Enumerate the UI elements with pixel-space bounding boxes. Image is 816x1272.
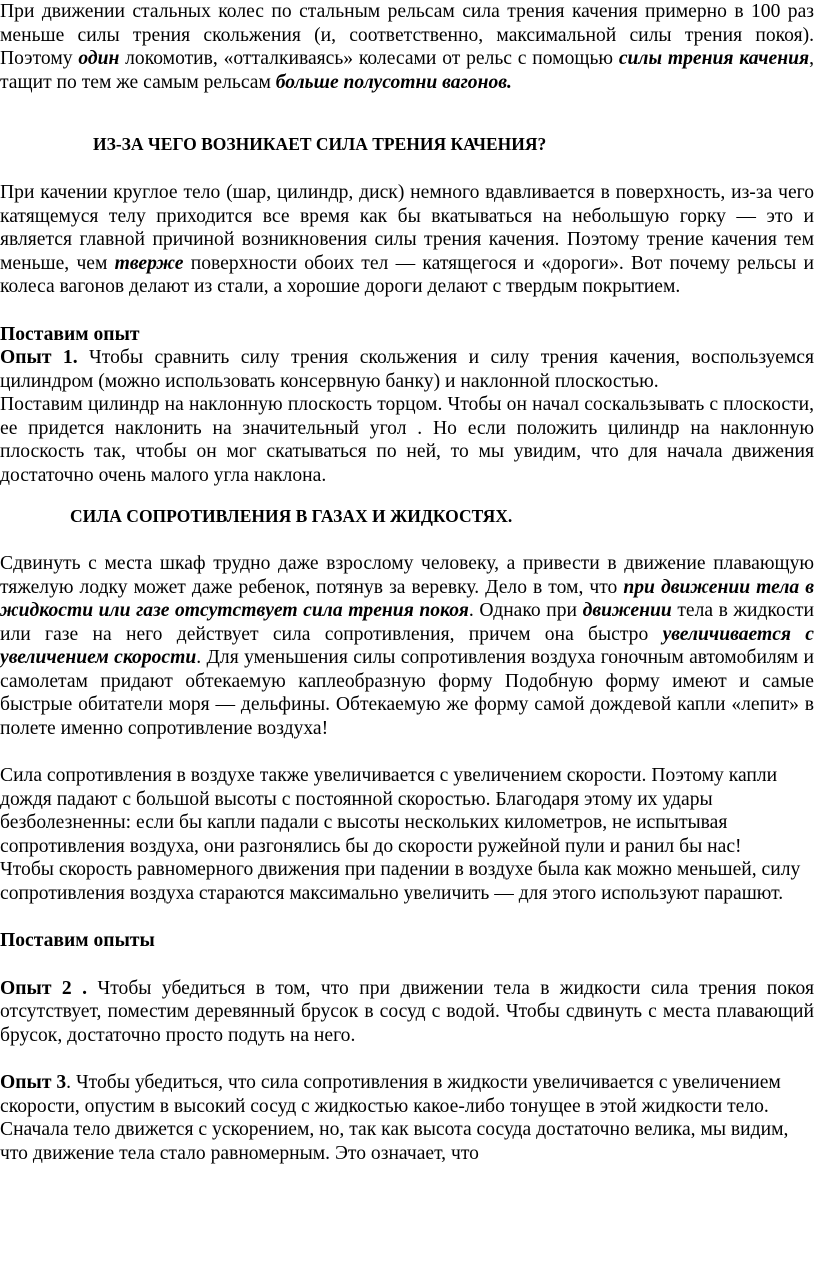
experiment-2	[0, 977, 814, 1048]
paragraph-cylinder-experiment: Поставим цилиндр на наклонную плоскость торцом. Чтобы он начал соскальзывать с плоскости, ее придется наклонить на значительный угол . Но если положить цилиндр на наклонную плоскость так, чтобы он мог скатываться по ней, то мы увидим, что для начала движения достаточно очень малого угла наклона.	[0, 394, 814, 486]
experiment-label: Опыт 1.	[0, 347, 78, 368]
emphasis-text: движении	[582, 600, 672, 621]
paragraph-drag-intro	[0, 552, 814, 740]
text: . Для уменьшения силы сопротивления воздуха гоночным автомобилям и самолетам придают обтекаемую каплеобразную форму Подобную форму имеют и самые быстрые обитатели моря — дельфины. Обтекаемую же форму самой дождевой капли «лепит» в полете именно сопротивление воздуха!	[0, 647, 814, 739]
text: Чтобы убедиться в том, что при движении тела в жидкости сила трения покоя отсутствует, поместим деревянный брусок в сосуд с водой. Чтобы сдвинуть с места плавающий брусок, достаточно просто подуть на него.	[0, 977, 814, 1046]
experiment-1	[0, 346, 814, 393]
paragraph-raindrops: Сила сопротивления в воздухе также увеличивается с увеличением скорости. Поэтому капли дождя падают с большой высоты с постоянной скоростью. Благодаря этому их удары безболезненны: если бы капли падали с высоты нескольких километров, не испытывая сопротивления воздуха, они разгонялись бы до скорости ружейной пули и ранил бы нас!	[0, 765, 778, 857]
paragraph-rolling-friction-cause	[0, 181, 814, 299]
text: поверхности обоих тел — катящегося и «дороги». Вот почему рельсы и колеса вагонов делают из стали, а хорошие дороги делают с твердым покрытием.	[0, 252, 815, 297]
experiment-label: Опыт 2 .	[0, 977, 88, 999]
text: При качении круглое тело (шар, цилиндр, диск) немного вдавливается в поверхность, из-за чего катящемуся телу приходится все время как бы вкатываться на небольшую горку — это и является главной причиной возникновения силы трения качения. Поэтому трение качения тем меньше, чем	[0, 182, 814, 274]
text: . Чтобы убедиться, что сила сопротивления в жидкости увеличивается с увеличением скорости, опустим в высокий сосуд с жидкостью какое-либо тонущее в этой жидкости тело. Сначала тело движется с ускорением, но, так как высота сосуда достаточно велика, мы видим, что движение тела стало равномерным. Это означает, что	[0, 1072, 789, 1164]
emphasis-text: силы трения качения	[618, 48, 810, 69]
experiment-3	[0, 1071, 814, 1165]
section-heading-rolling-friction: ИЗ-ЗА ЧЕГО ВОЗНИКАЕТ СИЛА ТРЕНИЯ КАЧЕНИЯ?	[93, 134, 547, 154]
emphasis-text: при движении тела в жидкости или газе отсутствует сила трения покоя	[0, 576, 814, 621]
emphasis-text: тверже	[114, 252, 184, 274]
text: . Однако при	[468, 600, 583, 621]
section-heading-drag: СИЛА СОПРОТИВЛЕНИЯ В ГАЗАХ И ЖИДКОСТЯХ.	[70, 506, 513, 526]
spacer	[0, 740, 816, 764]
spacer	[0, 953, 816, 977]
emphasis-text: больше полусотни вагонов.	[275, 71, 512, 93]
text: тела в жидкости или газе на него действует сила сопротивления, причем она быстро	[0, 600, 814, 645]
text: Сдвинуть с места шкаф трудно даже взрослому человеку, а привести в движение плавающую тяжелую лодку может даже ребенок, потянув за веревку. Дело в том, что	[0, 553, 814, 598]
text: , тащит по тем же самым рельсам	[0, 48, 814, 93]
spacer	[0, 1047, 816, 1071]
emphasis-text: увеличивается с увеличением скорости	[0, 623, 814, 668]
paragraph-rolling-friction-intro	[0, 0, 814, 94]
text: Чтобы сравнить силу трения скольжения и силу трения качения, воспользуемся цилиндром (можно использовать консервную банку) и наклонной плоскостью.	[0, 347, 814, 392]
experiment-section-title: Поставим опыты	[0, 930, 155, 951]
emphasis-text: один	[78, 48, 120, 69]
text: При движении стальных колес по стальным рельсам сила трения качения примерно в 100 раз меньше силы трения скольжения (и, соответственно, максимальной силы трения покоя). Поэтому	[0, 1, 814, 69]
text: локомотив, «отталкиваясь» колесами от рельс с помощью	[119, 48, 619, 69]
paragraph-parachute: Чтобы скорость равномерного движения при падении в воздухе была как можно меньшей, силу сопротивления воздуха стараются максимально увеличить — для этого используют парашют.	[0, 859, 801, 904]
experiment-label: Опыт 3	[0, 1072, 67, 1093]
spacer	[0, 299, 816, 323]
spacer	[0, 905, 816, 929]
experiment-section-title: Поставим опыт	[0, 323, 140, 345]
